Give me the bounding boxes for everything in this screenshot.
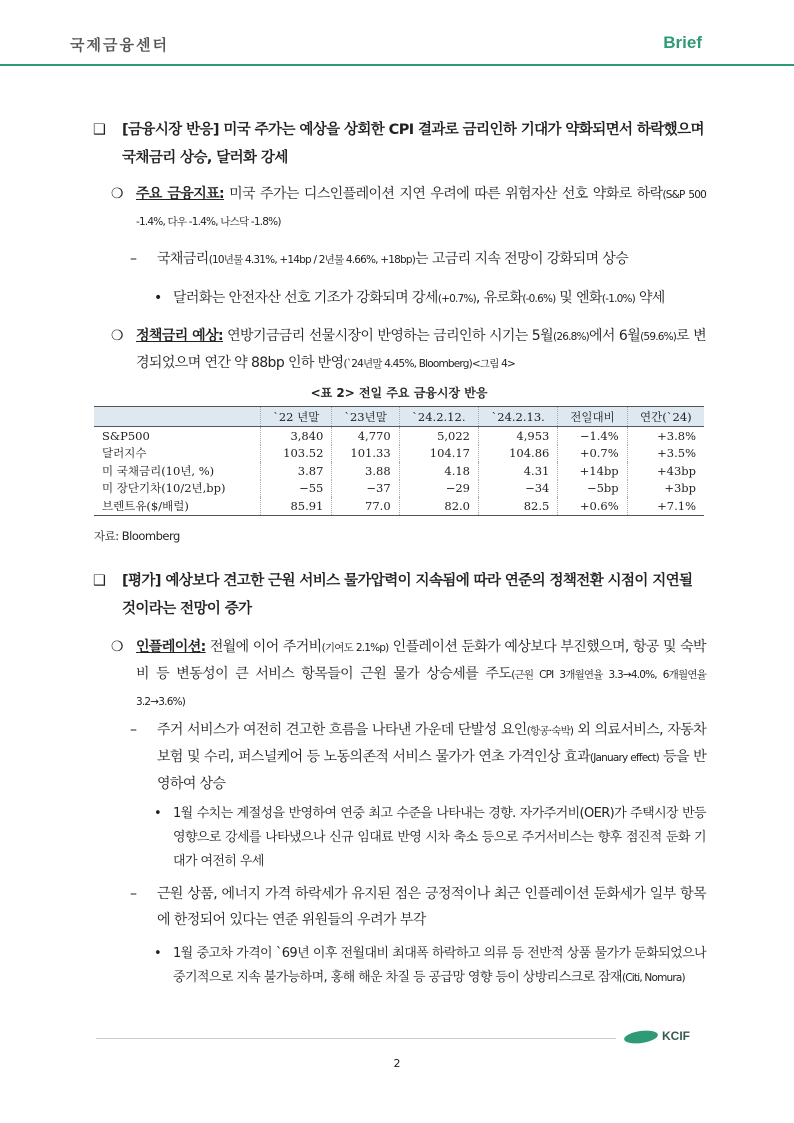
table-cell: +43bp — [627, 462, 704, 480]
s1-p4-s3: (`24년말 4.45%, Bloomberg)<그림 4> — [343, 358, 516, 370]
table-cell: −1.4% — [558, 427, 627, 445]
table-cell: +3.8% — [627, 427, 704, 445]
s1-p3-s3: (-1.0%) — [601, 293, 635, 305]
s2-p1-s1: (기여도 2.1%p) — [321, 642, 389, 654]
table-header-cell — [94, 407, 261, 427]
s2-subpoint-services — [130, 717, 706, 797]
s1-p2-small: (10년물 4.31%, +14bp / 2년물 4.66%, +18bp) — [208, 254, 416, 266]
s2-p1-b: 인플레이션 둔화가 예상보다 부진했으며, 항공 및 숙박비 등 변동성이 큰 서비스 항목들이 근원 물가 상승세를 주도 — [136, 639, 706, 682]
table-header-cell: 연간(`24) — [627, 407, 704, 427]
s1-subpoint-treasury — [130, 246, 706, 273]
table-row — [94, 497, 704, 515]
s2-bullet-seasonality — [154, 802, 706, 874]
s2-point-inflation — [111, 634, 706, 715]
kcif-logo — [624, 1026, 704, 1050]
dash-bullet-icon: – — [130, 722, 137, 738]
s1-p4-b: 에서 6월 — [588, 328, 641, 344]
section-2-title: [평가] 예상보다 견고한 근원 서비스 물가압력이 지속됨에 따라 연준의 정책전환 시점이 지연될 것이라는 전망이 증가 — [122, 573, 693, 617]
table-cell: 미 국채금리(10년, %) — [102, 463, 215, 478]
circle-bullet-icon: ❍ — [111, 328, 123, 344]
s1-p4-a: 연방기금금리 선물시장이 반영하는 금리인하 시기는 5월 — [227, 328, 554, 344]
s1-p3-s2: (-0.6%) — [522, 293, 556, 305]
s1-p2-b: 는 고금리 지속 전망이 강화되며 상승 — [415, 251, 629, 267]
s1-p3-c: 및 엔화 — [555, 290, 602, 306]
header-divider — [0, 64, 794, 66]
table-header-cell: `24.2.13. — [479, 407, 558, 427]
table-cell: 3.88 — [332, 462, 399, 480]
s2-p2-s2: (January effect) — [589, 752, 659, 764]
s1-point-financial-indicators — [111, 181, 706, 235]
table-header-cell: `23년말 — [332, 407, 399, 427]
table-cell: 달러지수 — [102, 446, 147, 461]
table-cell: 4,770 — [332, 427, 399, 445]
s2-p3-text: 1월 수치는 계절성을 반영하여 연중 최고 수준을 나타내는 경향. 자가주거비(OER)가 주택시장 반등 영향으로 강세를 나타냈으나 신규 임대료 반영 시차 축소 등으로 주거서비스는 향후 점진적 둔화 기대가 여전히 우세 — [173, 806, 706, 869]
table-cell: S&P500 — [102, 428, 150, 443]
s1-p3-d: 약세 — [634, 290, 665, 306]
checkbox-square-icon: ❑ — [93, 573, 106, 589]
s2-p2-a: 주거 서비스가 여전히 견고한 흐름을 나타낸 가운데 단발성 요인 — [157, 722, 527, 738]
page-number: 2 — [393, 1057, 401, 1070]
s1-p1-text: 미국 주가는 디스인플레이션 지연 우려에 따른 위험자산 선호 약화로 하락 — [229, 186, 663, 202]
s1-point-policy-rate — [111, 323, 706, 377]
s2-p2-b: 외 의료서비스, 자동차보험 및 수리, 퍼스널케어 등 노동의존적 서비스 물가가 연초 가격인상 효과 — [157, 722, 707, 765]
s2-p5-a: 1월 중고차 가격이 `69년 이후 전월대비 최대폭 하락하고 의류 등 전반적 상품 물가가 둔화되었으나 중기적으로 지속 불가능하며, 홍해 해운 차질 등 공급망 영향 등이 상방리스크로 잠재 — [173, 946, 706, 985]
s1-p4-s2: (59.6%) — [640, 331, 677, 343]
table-cell: 104.86 — [479, 445, 558, 463]
table-row — [94, 480, 704, 498]
table-row — [94, 462, 704, 480]
section-1-title: [금융시장 반응] 미국 주가는 예상을 상회한 CPI 결과로 금리인하 기대가 약화되면서 하락했으며 국채금리 상승, 달러화 강세 — [122, 122, 704, 166]
label-financial-indicators: 주요 금융지표: — [136, 186, 225, 202]
table-header-row — [94, 407, 704, 427]
table-cell: −34 — [479, 480, 558, 498]
table-cell: 4.31 — [479, 462, 558, 480]
table-cell: 103.52 — [261, 445, 332, 463]
s1-p4-s1: (26.8%) — [553, 331, 589, 343]
table-cell: 3.87 — [261, 462, 332, 480]
dash-bullet-icon: – — [130, 251, 137, 267]
table-cell: −55 — [261, 480, 332, 498]
s1-p4-c: 로 변경되었으며 연간 약 88bp 인하 반영 — [136, 328, 707, 371]
table-cell: +3bp — [627, 480, 704, 498]
table-cell: 82.0 — [399, 497, 478, 515]
table-cell: 4,953 — [479, 427, 558, 445]
s1-p2-a: 국채금리 — [157, 251, 209, 267]
table-cell: +0.6% — [558, 497, 627, 515]
checkbox-square-icon: ❑ — [93, 122, 106, 138]
s1-p3-a: 달러화는 안전자산 선호 기조가 강화되며 강세 — [173, 290, 438, 306]
logo-text: KCIF — [662, 1029, 690, 1043]
circle-bullet-icon: ❍ — [111, 186, 123, 202]
table-cell: −29 — [399, 480, 478, 498]
s2-p5-s1: (Citi, Nomura) — [621, 972, 685, 984]
table-cell: 104.17 — [399, 445, 478, 463]
table-cell: 77.0 — [332, 497, 399, 515]
market-reaction-table — [94, 406, 704, 516]
dash-bullet-icon: – — [130, 886, 137, 902]
s2-subpoint-core-goods — [130, 881, 706, 933]
s1-bullet-dollar — [154, 285, 706, 312]
dot-bullet-icon: • — [154, 946, 162, 961]
table-row — [94, 427, 704, 445]
table-cell: 101.33 — [332, 445, 399, 463]
table-source: 자료: Bloomberg — [94, 529, 180, 543]
footer-divider — [96, 1038, 616, 1039]
table-cell: −37 — [332, 480, 399, 498]
page-header — [0, 0, 794, 66]
dot-bullet-icon: • — [154, 290, 162, 306]
table-row — [94, 445, 704, 463]
s1-p1-small: (S&P 500 -1.4%, 다우 -1.4%, 나스닥 -1.8%) — [136, 189, 706, 228]
table-cell: +14bp — [558, 462, 627, 480]
table-cell: 85.91 — [261, 497, 332, 515]
label-policy-rate: 정책금리 예상: — [136, 328, 224, 344]
table-cell: 5,022 — [399, 427, 478, 445]
s2-p4-text: 근원 상품, 에너지 가격 하락세가 유지된 점은 긍정적이나 최근 인플레이션 둔화세가 일부 항목에 한정되어 있다는 연준 위원들의 우려가 부각 — [157, 886, 706, 928]
circle-bullet-icon: ❍ — [111, 639, 123, 655]
s2-p1-s2: (근원 CPI 3개월연율 3.3→4.0%, 6개월연율 3.2→3.6%) — [136, 669, 707, 708]
table-cell: +3.5% — [627, 445, 704, 463]
table-cell: 82.5 — [479, 497, 558, 515]
section-2-heading — [93, 567, 706, 623]
s1-p3-b: , 유로화 — [475, 290, 523, 306]
table-cell: +0.7% — [558, 445, 627, 463]
table-cell: −5bp — [558, 480, 627, 498]
s2-bullet-used-cars — [154, 942, 706, 990]
dot-bullet-icon: • — [154, 806, 162, 821]
table-cell: 3,840 — [261, 427, 332, 445]
table-header-cell: `24.2.12. — [399, 407, 478, 427]
s1-p3-s1: (+0.7%) — [437, 293, 476, 305]
org-name: 국제금융센터 — [70, 36, 169, 54]
s2-p2-s1: (항공·숙박) — [526, 725, 574, 737]
s2-p2-c: 등을 반영하여 상승 — [157, 749, 706, 792]
brief-badge: Brief — [663, 33, 702, 52]
table-cell: 4.18 — [399, 462, 478, 480]
label-inflation: 인플레이션: — [136, 639, 206, 655]
table-header-cell: 전일대비 — [558, 407, 627, 427]
s2-p1-a: 전월에 이어 주거비 — [209, 639, 322, 655]
leaf-icon — [623, 1029, 658, 1046]
table-cell: 브렌트유($/배럴) — [94, 497, 261, 515]
table-cell: 미 장단기차(10/2년,bp) — [102, 481, 226, 496]
table-caption: <표 2> 전일 주요 금융시장 반응 — [310, 386, 488, 400]
section-1-heading — [93, 116, 706, 172]
table-header-cell: `22 년말 — [261, 407, 332, 427]
table-cell: +7.1% — [627, 497, 704, 515]
